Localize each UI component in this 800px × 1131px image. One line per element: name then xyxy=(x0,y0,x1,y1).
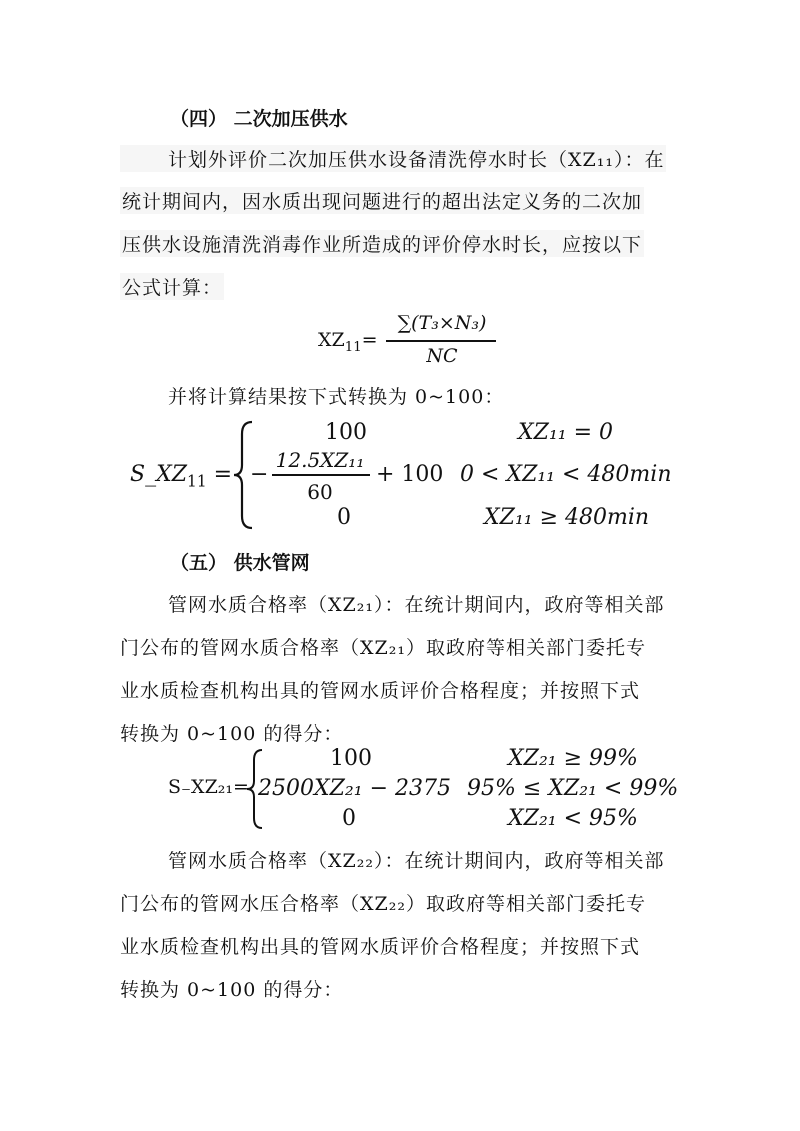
piecewise-value: 100 xyxy=(330,746,372,771)
piecewise-value: 0 xyxy=(342,806,356,831)
formula-denominator: NC xyxy=(426,345,458,367)
piecewise-suffix: + 100 xyxy=(376,462,444,487)
fraction-bar xyxy=(386,340,496,342)
piecewise-lhs: $S\_XZ_{11}$ = xyxy=(130,462,233,491)
piecewise-prefix: − xyxy=(250,462,269,487)
paragraph-line: 门公布的管网水压合格率（XZ₂₂）取政府等相关部门委托专 xyxy=(120,893,646,915)
paragraph-line: 统计期间内，因水质出现问题进行的超出法定义务的二次加 xyxy=(120,187,644,214)
piecewise-value: 0 xyxy=(337,505,351,530)
paragraph-line: 业水质检查机构出具的管网水质评价合格程度；并按照下式 xyxy=(120,936,641,958)
paragraph-line: 公式计算： xyxy=(120,273,224,300)
piecewise-denominator: 60 xyxy=(307,480,333,504)
piecewise-value: 2500XZ₂₁ − 2375 xyxy=(258,776,451,801)
paragraph-line: 转换为 0~100 的得分： xyxy=(120,979,344,1001)
piecewise-lhs: S₋XZ₂₁= xyxy=(168,776,249,798)
section-4-heading: （四） 二次加压供水 xyxy=(170,108,348,130)
piecewise-condition: 95% ≤ XZ₂₁ < 99% xyxy=(467,776,679,801)
fraction-bar xyxy=(272,474,370,476)
piecewise-value: 100 xyxy=(325,420,367,445)
convert-line: 并将计算结果按下式转换为 0~100： xyxy=(168,386,505,408)
formula-lhs: $XZ_{11}=$ xyxy=(318,329,378,355)
paragraph-line: 业水质检查机构出具的管网水质评价合格程度；并按照下式 xyxy=(120,680,641,702)
piecewise-condition: XZ₁₁ ≥ 480min xyxy=(484,505,650,530)
piecewise-condition: XZ₂₁ ≥ 99% xyxy=(508,746,638,771)
formula-numerator: ∑(T₃×N₃) xyxy=(397,312,487,334)
section-5-heading: （五） 供水管网 xyxy=(170,552,310,574)
piecewise-condition: XZ₂₁ < 95% xyxy=(508,806,638,831)
paragraph-line: 压供水设施清洗消毒作业所造成的评价停水时长，应按以下 xyxy=(120,230,644,257)
piecewise-numerator: 12.5XZ₁₁ xyxy=(275,448,365,472)
paragraph-line: 转换为 0~100 的得分： xyxy=(120,723,344,745)
piecewise-condition: 0 < XZ₁₁ < 480min xyxy=(460,462,672,487)
paragraph-line: 门公布的管网水质合格率（XZ₂₁）取政府等相关部门委托专 xyxy=(120,637,646,659)
paragraph-line: 管网水质合格率（XZ₂₁）：在统计期间内，政府等相关部 xyxy=(168,594,665,616)
paragraph-line: 计划外评价二次加压供水设备清洗停水时长（XZ₁₁）：在 xyxy=(120,145,666,172)
paragraph-line: 管网水质合格率（XZ₂₂）：在统计期间内，政府等相关部 xyxy=(168,850,665,872)
piecewise-condition: XZ₁₁ = 0 xyxy=(518,420,614,445)
